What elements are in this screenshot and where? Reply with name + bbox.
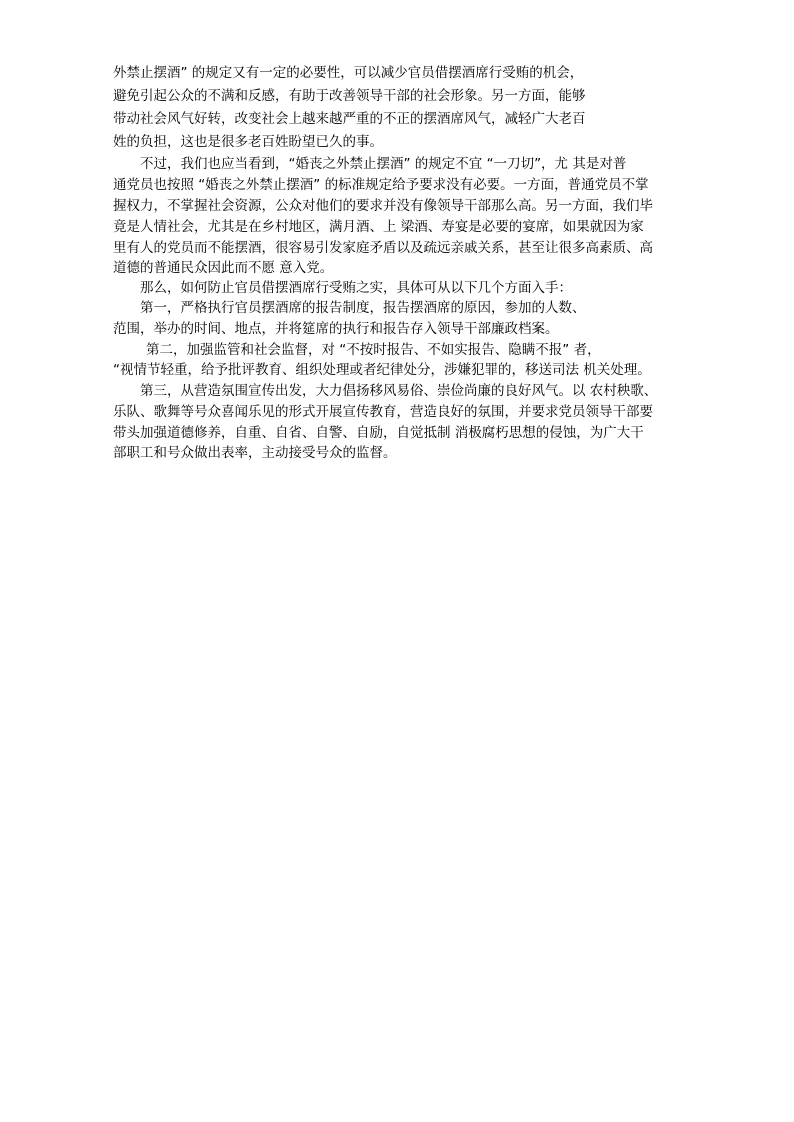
text-line: 那么，如何防止官员借摆酒席行受贿之实，具体可从以下几个方面入手： bbox=[140, 280, 572, 296]
text-line: 道德的普通民众因此而不愿 意入党。 bbox=[113, 260, 334, 276]
text-line: 不过，我们也应当看到，“婚丧之外禁止摆酒” 的规定不宜 “一刀切”，尤 其是对普 bbox=[140, 156, 627, 172]
text-line: 竟是人情社会，尤其是在乡村地区，满月酒、上 梁酒、寿宴是必要的宴席，如果就因为家 bbox=[113, 219, 644, 235]
text-line: 部职工和号众做出表率，主动接受号众的监督。 bbox=[113, 445, 397, 461]
text-line: 通党员也按照 “婚丧之外禁止摆酒” 的标准规定给予要求没有必要。一方面，普通党员不掌 bbox=[113, 177, 649, 193]
text-line: 第一，严格执行官员摆酒席的报告制度，报告摆酒席的原因，参加的人数、 bbox=[140, 300, 586, 316]
text-line: 带动社会风气好转，改变社会上越来越严重的不正的摆酒席风气，减轻广大老百 bbox=[113, 111, 586, 127]
text-line: 带头加强道德修养，自重、自省、自警、自励，自觉抵制 消极腐朽思想的侵蚀，为广大干 bbox=[113, 425, 644, 441]
text-line: “视情节轻重，给予批评教育、组织处理或者纪律处分，涉嫌犯罪的，移送司法 机关处理。 bbox=[113, 362, 651, 378]
text-line: 姓的负担，这也是很多老百姓盼望已久的事。 bbox=[113, 134, 383, 150]
text-line: 外禁止摆酒” 的规定又有一定的必要性，可以减少官员借摆酒席行受贿的机会， bbox=[113, 65, 584, 81]
text-line: 里有人的党员而不能摆酒，很容易引发家庭矛盾以及疏远亲戚关系，甚至让很多高素质、高 bbox=[113, 240, 653, 256]
text-line: 避免引起公众的不满和反感，有助于改善领导干部的社会形象。另一方面，能够 bbox=[113, 88, 586, 104]
text-line: 第二，加强监管和社会监督，对 “不按时报告、不如实报告、隐瞒不报” 者， bbox=[146, 342, 601, 358]
text-line: 握权力，不掌握社会资源，公众对他们的要求并没有像领导干部那么高。另一方面，我们毕 bbox=[113, 198, 653, 214]
text-line: 范围，举办的时间、地点，并将筵席的执行和报告存入领导干部廉政档案。 bbox=[113, 321, 559, 337]
text-line: 第三，从营造氛围宣传出发，大力倡扬移风易俗、崇俭尚廉的良好风气。以 农村秧歌、 bbox=[140, 383, 658, 399]
text-line: 乐队、歌舞等号众喜闻乐见的形式开展宣传教育，营造良好的氛围，并要求党员领导干部要 bbox=[113, 404, 653, 420]
